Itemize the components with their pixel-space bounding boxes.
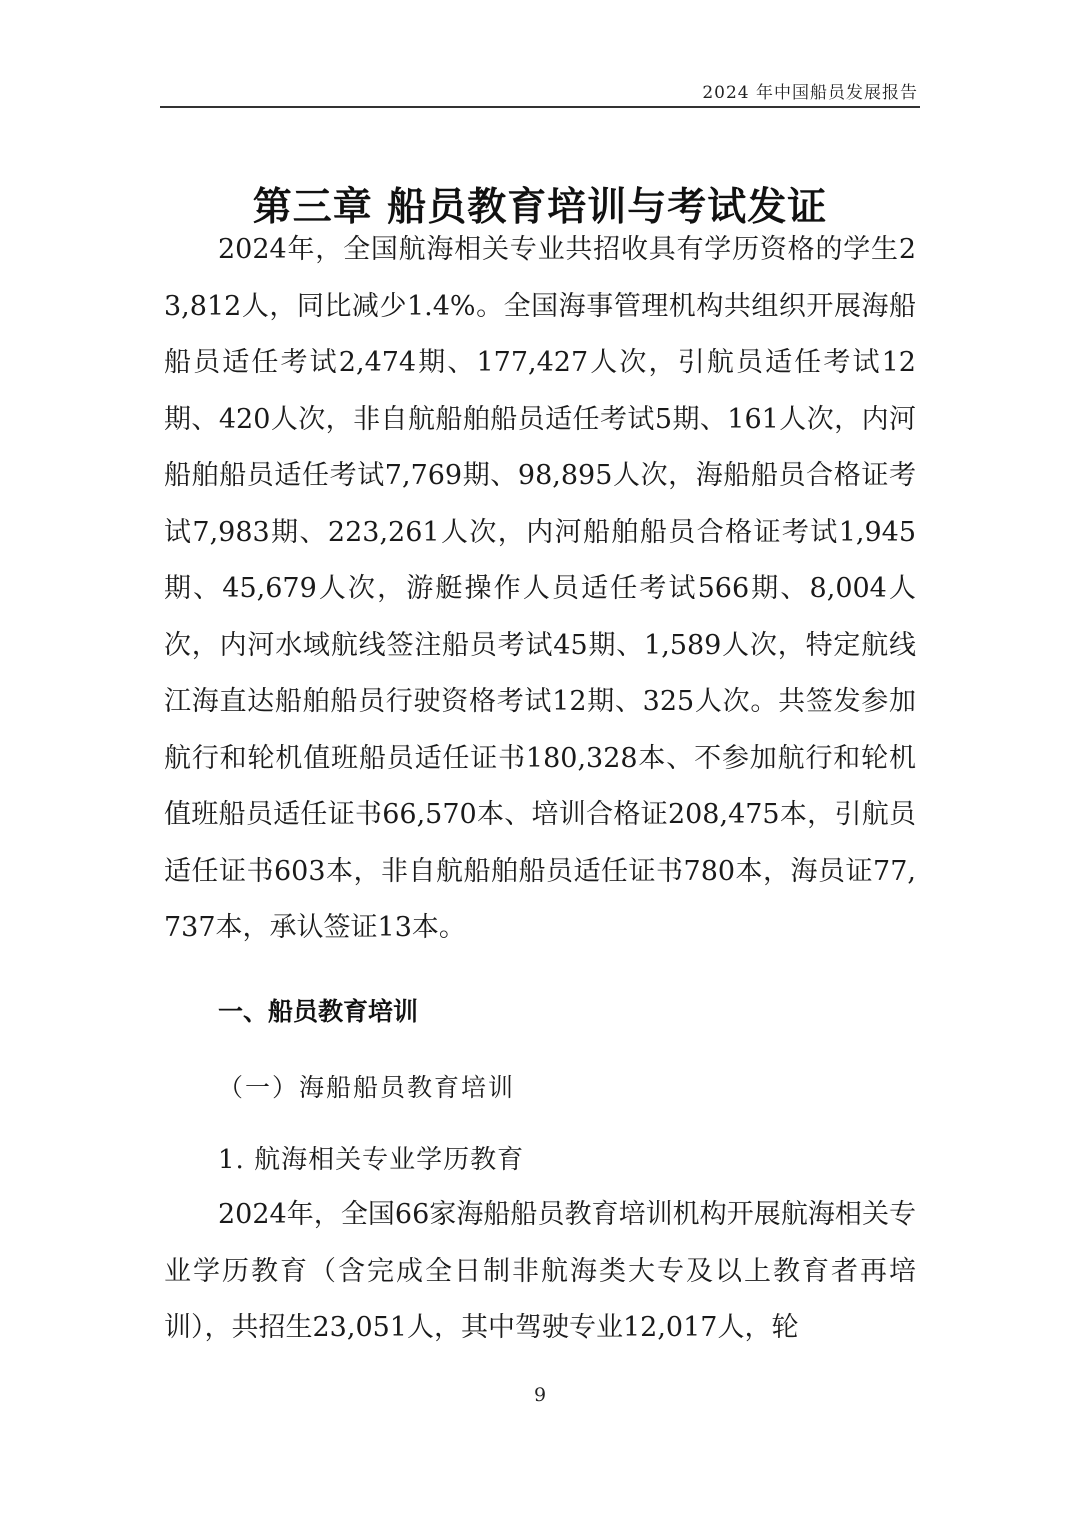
body-paragraph-2: 2024年，全国66家海船船员教育培训机构开展航海相关专业学历教育（含完成全日制非航海类大专及以上教育者再培训），共招生23,051人，其中驾驶专业12,017人，轮 [164, 1199, 916, 1343]
item-heading: 1. 航海相关专业学历教育 [218, 1145, 525, 1175]
header-rule [160, 106, 920, 108]
body-paragraph-1: 2024年，全国航海相关专业共招收具有学历资格的学生23,812人，同比减少1.4%。全国海事管理机构共组织开展海船船员适任考试2,474期、177,427人次，引航员适任考试12期、420人次，非自航船舶船员适任考试5期、161人次，内河船舶船员适任考试7,769期、98,895人次，海船船员合格证考试7,983期、223,261人次，内河船舶船员合格证考试1,945期、45,679人次，游艇操作人员适任考试566期、8,004人次，内河水域航线签注船员考试45期、1,589人次，特定航线江海直达船舶船员行驶资格考试12期、325人次。共签发参加航行和轮机值班船员适任证书180,328本、不参加航行和轮机值班船员适任证书66,570本、培训合格证208,475本，引航员适任证书603本，非自航船舶船员适任证书780本，海员证77,737本，承认签证13本。 [164, 234, 916, 943]
chapter-title: 第三章 船员教育培训与考试发证 [252, 185, 828, 231]
subsection-heading: （一）海船船员教育培训 [218, 1073, 516, 1102]
running-header: 2024 年中国船员发展报告 [702, 83, 918, 103]
page-number: 9 [533, 1384, 547, 1406]
section-heading: 一、船员教育培训 [218, 997, 419, 1026]
